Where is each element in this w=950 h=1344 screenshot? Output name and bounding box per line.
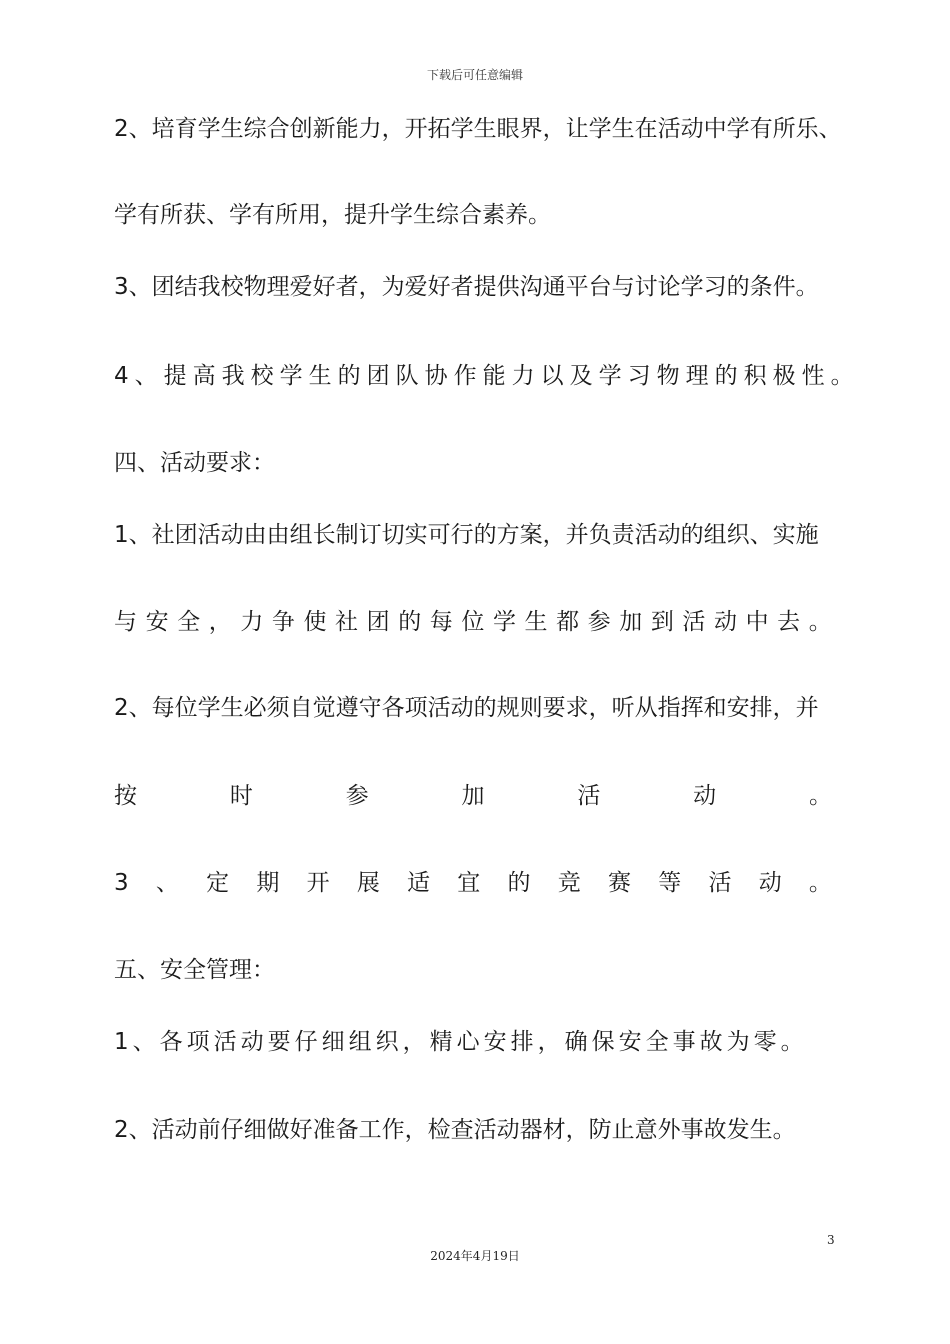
paragraph-line: 2、每位学生必须自觉遵守各项活动的规则要求，听从指挥和安排，并 bbox=[114, 695, 819, 721]
glyph: 、 bbox=[155, 870, 179, 896]
glyph: 。 bbox=[808, 870, 832, 896]
glyph: 参 bbox=[345, 783, 369, 809]
glyph: 展 bbox=[356, 870, 380, 896]
glyph: 动 bbox=[693, 783, 717, 809]
glyph: 活 bbox=[682, 609, 706, 635]
paragraph-line: 1、社团活动由由组长制订切实可行的方案，并负责活动的组织、实施 bbox=[114, 522, 819, 548]
paragraph-line: 2、活动前仔细做好准备工作，检查活动器材，防止意外事故发生。 bbox=[114, 1117, 796, 1143]
glyph: ， bbox=[208, 609, 232, 635]
section-heading: 四、活动要求： bbox=[114, 450, 275, 476]
glyph: 等 bbox=[658, 870, 682, 896]
paragraph-line: 1、各项活动要仔细组织，精心安排，确保安全事故为零。 bbox=[114, 1029, 808, 1055]
glyph: 与 bbox=[114, 609, 137, 635]
glyph: 的 bbox=[507, 870, 531, 896]
footer-date: 2024年4月19日 bbox=[430, 1249, 520, 1263]
glyph: 社 bbox=[335, 609, 359, 635]
glyph: 都 bbox=[556, 609, 580, 635]
glyph: 全 bbox=[177, 609, 201, 635]
glyph: 动 bbox=[713, 609, 737, 635]
glyph: 团 bbox=[366, 609, 390, 635]
glyph: 开 bbox=[306, 870, 330, 896]
glyph: 竞 bbox=[557, 870, 581, 896]
glyph: 活 bbox=[708, 870, 732, 896]
paragraph-line: 2、培育学生综合创新能力，开拓学生眼界，让学生在活动中学有所乐、 bbox=[114, 116, 842, 142]
glyph: 。 bbox=[808, 609, 832, 635]
glyph: 每 bbox=[429, 609, 453, 635]
section-heading: 五、安全管理： bbox=[114, 957, 275, 983]
paragraph-line: 4、提高我校学生的团队协作能力以及学习物理的积极性。 bbox=[114, 363, 860, 389]
justified-line bbox=[114, 868, 832, 898]
glyph: 加 bbox=[619, 609, 643, 635]
glyph: 去 bbox=[777, 609, 801, 635]
glyph: 安 bbox=[145, 609, 169, 635]
glyph: 加 bbox=[461, 783, 485, 809]
justified-line bbox=[114, 781, 832, 811]
glyph: 使 bbox=[303, 609, 327, 635]
glyph: 的 bbox=[398, 609, 422, 635]
glyph: 适 bbox=[407, 870, 431, 896]
glyph: 生 bbox=[524, 609, 548, 635]
glyph: 按 bbox=[114, 783, 137, 809]
glyph: 参 bbox=[587, 609, 611, 635]
glyph: 定 bbox=[206, 870, 230, 896]
glyph: 学 bbox=[492, 609, 516, 635]
glyph: 争 bbox=[271, 609, 295, 635]
justified-line bbox=[114, 607, 832, 637]
glyph: 。 bbox=[808, 783, 832, 809]
paragraph-line: 学有所获、学有所用，提升学生综合素养。 bbox=[114, 202, 551, 228]
glyph: 3 bbox=[114, 870, 129, 896]
glyph: 位 bbox=[461, 609, 485, 635]
paragraph-line: 3、团结我校物理爱好者，为爱好者提供沟通平台与讨论学习的条件。 bbox=[114, 274, 819, 300]
page-number: 3 bbox=[827, 1233, 835, 1247]
glyph: 期 bbox=[256, 870, 280, 896]
glyph: 中 bbox=[745, 609, 769, 635]
glyph: 活 bbox=[577, 783, 601, 809]
glyph: 动 bbox=[758, 870, 782, 896]
glyph: 宜 bbox=[457, 870, 481, 896]
glyph: 时 bbox=[229, 783, 253, 809]
glyph: 到 bbox=[650, 609, 674, 635]
page-header: 下载后可任意编辑 bbox=[426, 68, 523, 82]
glyph: 赛 bbox=[607, 870, 631, 896]
glyph: 力 bbox=[240, 609, 264, 635]
